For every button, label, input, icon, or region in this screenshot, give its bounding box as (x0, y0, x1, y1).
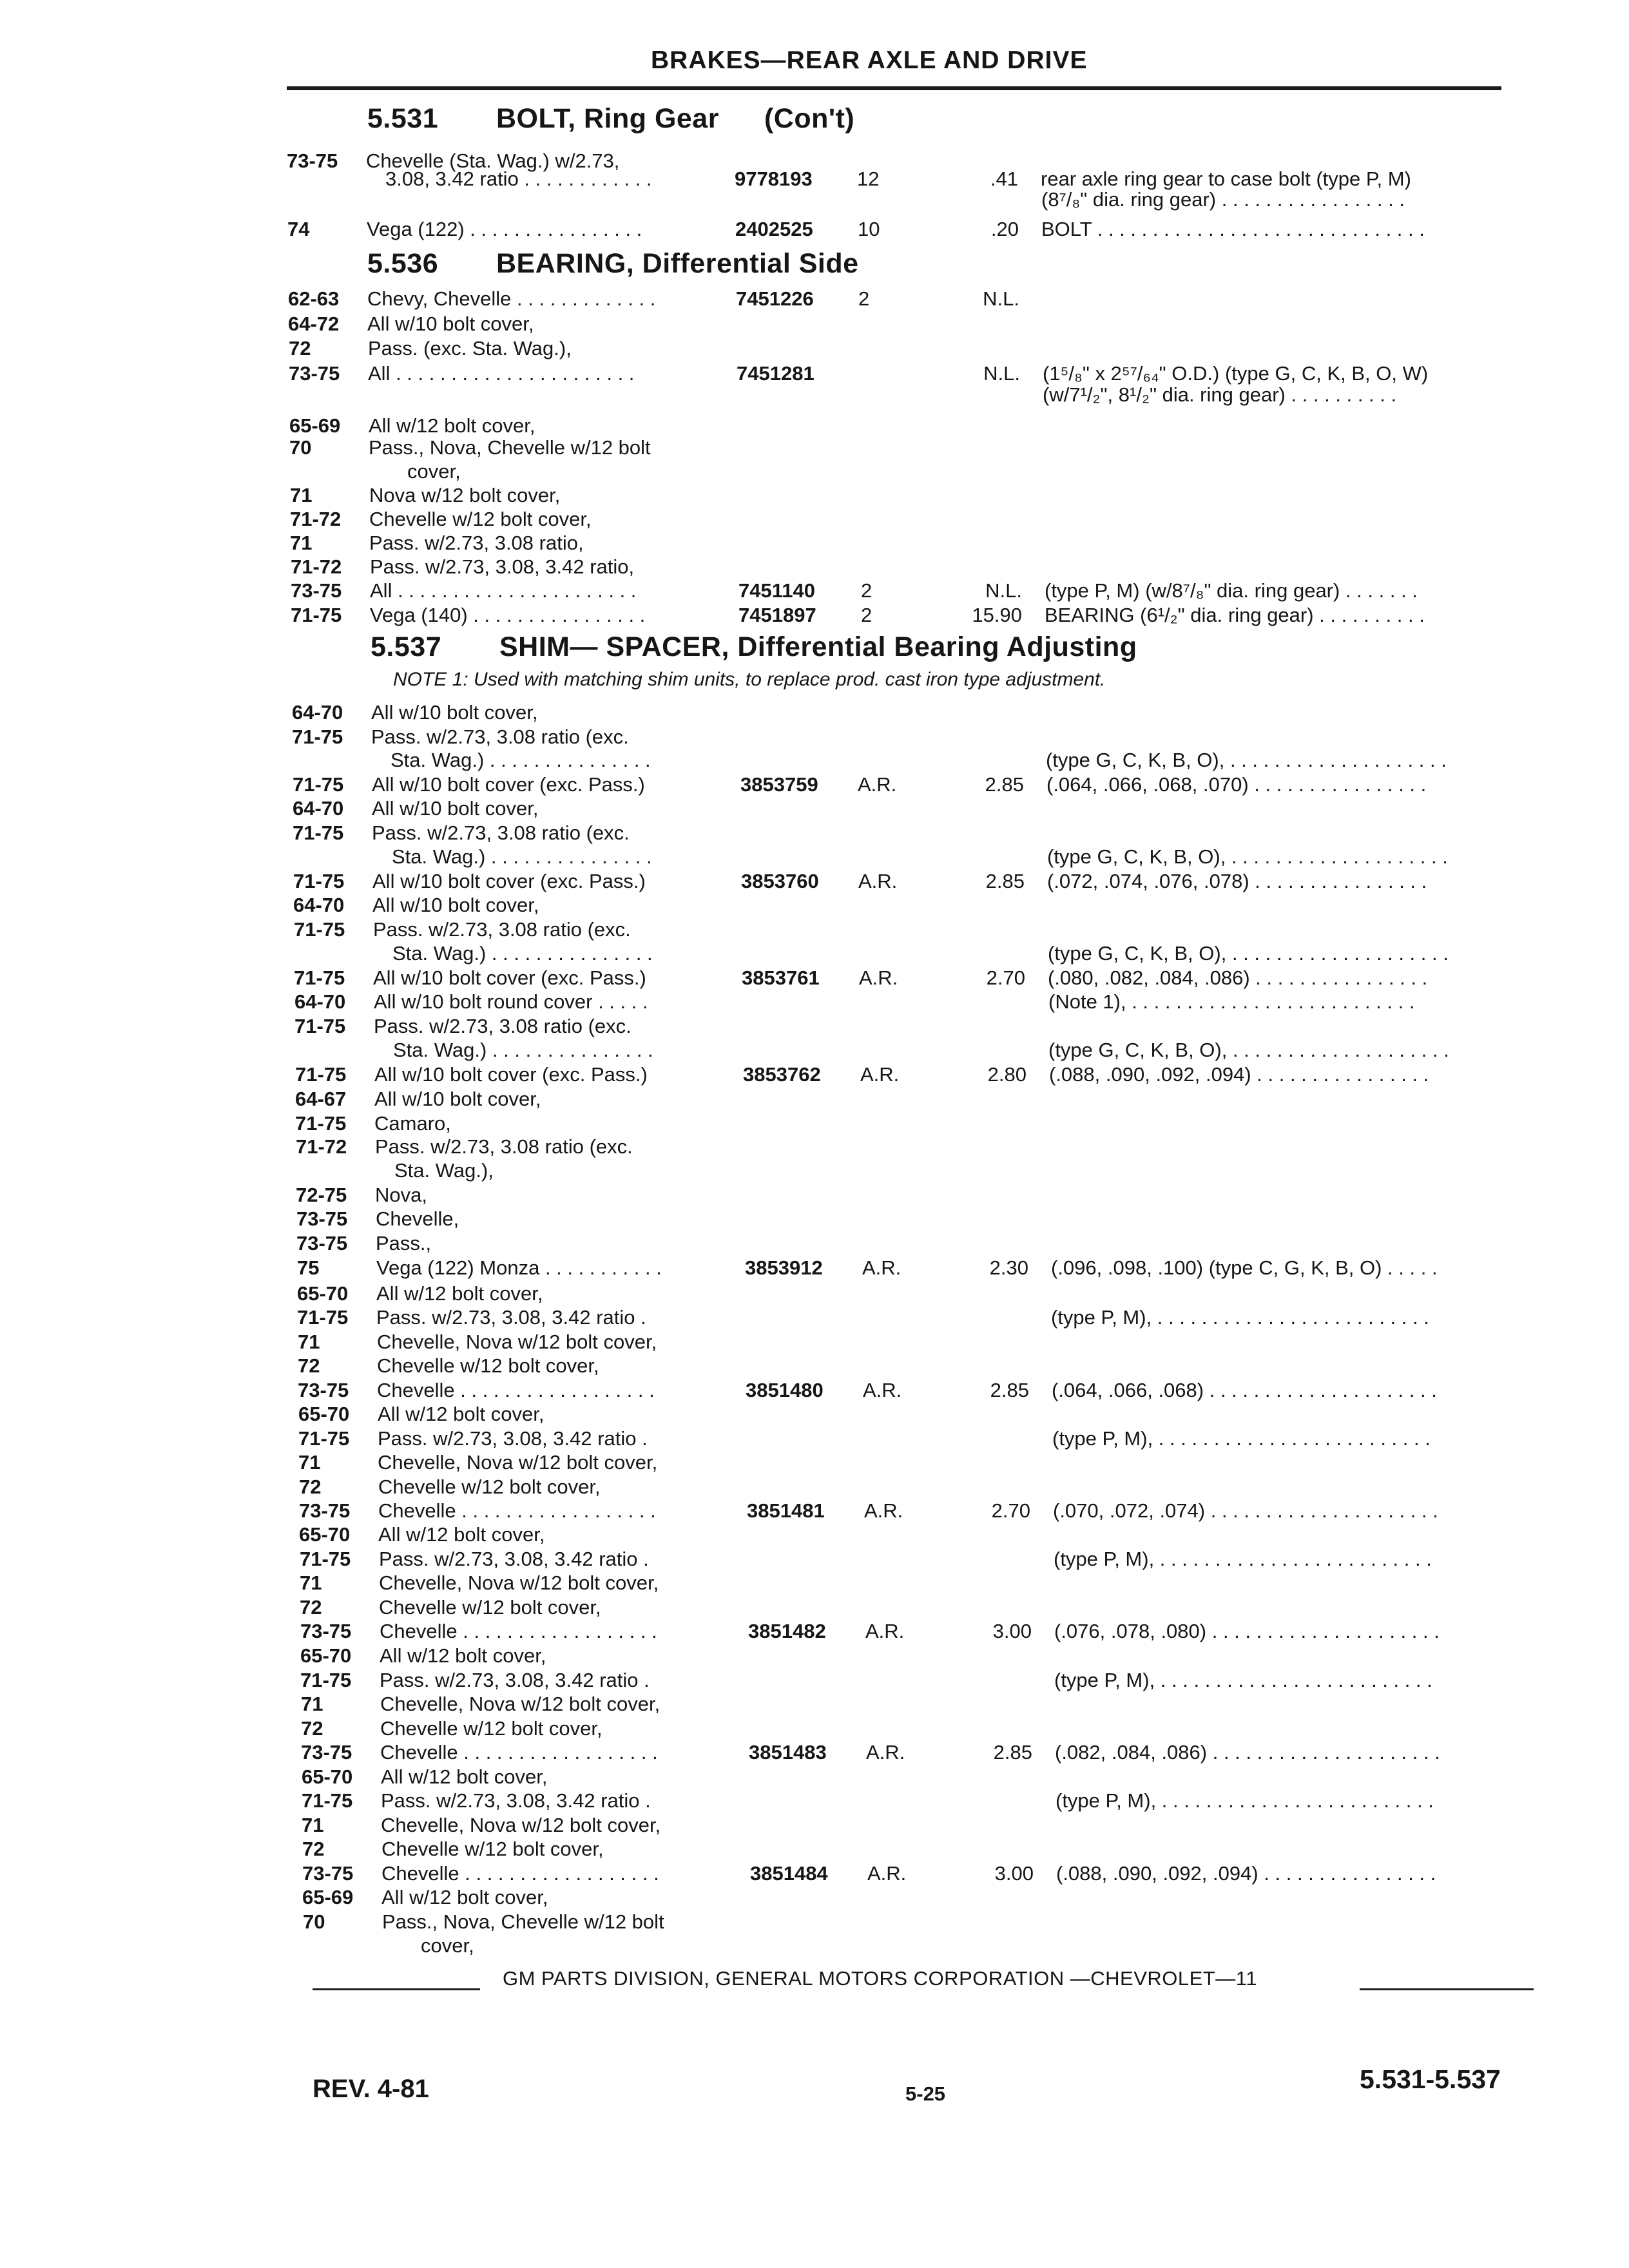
part-number: 3851481 (747, 1499, 825, 1522)
remarks: (type P, M) (w/8⁷/₈" dia. ring gear) . . . . . . . (1045, 579, 1418, 602)
model-description: Chevelle . . . . . . . . . . . . . . . . . . (377, 1379, 655, 1401)
price: 2.85 (985, 773, 1024, 796)
quantity: A.R. (860, 1063, 900, 1086)
table-row (0, 1062, 1629, 1088)
model-year: 71-75 (293, 773, 344, 796)
quantity: A.R. (865, 1620, 905, 1642)
model-year: 71 (300, 1571, 322, 1594)
table-row (0, 382, 1629, 408)
table-row (0, 1764, 1629, 1790)
part-number: 9778193 (735, 168, 813, 190)
remarks: (.080, .082, .084, .086) . . . . . . . . . . . . . . . . (1048, 966, 1428, 989)
price: 2.80 (987, 1063, 1027, 1086)
model-description: Chevelle, Nova w/12 bolt cover, (378, 1451, 658, 1474)
remarks: (Note 1), . . . . . . . . . . . . . . . . . . . . . . . . . . (1048, 990, 1415, 1013)
model-description: Chevelle w/12 bolt cover, (369, 508, 592, 530)
quantity: A.R. (859, 966, 898, 989)
table-row (0, 554, 1629, 580)
quantity: 2 (858, 287, 870, 310)
part-number: 2402525 (735, 218, 813, 240)
table-row (0, 1667, 1629, 1693)
model-year: 73-75 (287, 149, 338, 172)
quantity: A.R. (858, 773, 897, 796)
model-description: All w/10 bolt cover (exc. Pass.) (372, 870, 646, 892)
model-year: 64-72 (288, 312, 340, 335)
model-description: All w/12 bolt cover, (376, 1282, 543, 1305)
model-year: 71-75 (300, 1669, 352, 1691)
model-description: All w/12 bolt cover, (380, 1644, 546, 1667)
model-year: 73-75 (301, 1741, 352, 1763)
table-row (0, 1474, 1629, 1500)
table-row (0, 1933, 1629, 1959)
remarks: (type P, M), . . . . . . . . . . . . . . . . . . . . . . . . . (1051, 1306, 1429, 1329)
table-row (0, 1788, 1629, 1814)
model-description: All . . . . . . . . . . . . . . . . . . . . . . (368, 362, 635, 385)
model-description: Pass. w/2.73, 3.08 ratio (exc. (375, 1135, 633, 1158)
part-number: 7451281 (737, 362, 815, 385)
model-description: Camaro, (374, 1112, 451, 1135)
model-year: 65-70 (298, 1403, 350, 1425)
model-description: All w/12 bolt cover, (378, 1403, 545, 1425)
model-description: Chevelle w/12 bolt cover, (380, 1717, 602, 1740)
model-year: 71-72 (290, 508, 342, 530)
remarks: (type P, M), . . . . . . . . . . . . . . . . . . . . . . . . . (1055, 1789, 1434, 1812)
model-description: All w/10 bolt cover, (374, 1088, 541, 1110)
model-year: 62-63 (288, 287, 340, 310)
table-row (0, 1740, 1629, 1765)
model-year: 64-70 (293, 797, 344, 820)
model-description: Pass. (exc. Sta. Wag.), (368, 337, 572, 360)
part-number: 7451140 (738, 579, 815, 602)
table-row (0, 820, 1629, 846)
model-year: 73-75 (299, 1499, 351, 1522)
model-description: Sta. Wag.) . . . . . . . . . . . . . . . (390, 749, 651, 771)
table-row (0, 336, 1629, 361)
model-year: 71-75 (302, 1789, 353, 1812)
remarks: (type P, M), . . . . . . . . . . . . . . . . . . . . . . . . . (1052, 1427, 1431, 1450)
table-row (0, 578, 1629, 604)
remarks: (type P, M), . . . . . . . . . . . . . . . . . . . . . . . . . (1054, 1669, 1432, 1691)
section-number: 5.531 (367, 103, 439, 134)
table-row (0, 311, 1629, 337)
model-year: 71-75 (293, 870, 345, 892)
model-year: 65-70 (300, 1644, 352, 1667)
remarks: (w/7¹/₂", 8¹/₂" dia. ring gear) . . . . . . . . . . (1043, 383, 1397, 406)
table-row (0, 1450, 1629, 1475)
remarks: (type P, M), . . . . . . . . . . . . . . . . . . . . . . . . . (1054, 1548, 1432, 1570)
model-year: 71-75 (295, 1112, 347, 1135)
table-row (0, 1037, 1629, 1063)
model-description: All w/10 bolt cover, (367, 312, 534, 335)
table-row (0, 1812, 1629, 1838)
model-year: 72 (299, 1475, 322, 1498)
section-heading-5531 (367, 103, 854, 135)
table-row (0, 892, 1629, 918)
price: .41 (990, 168, 1018, 190)
price: 2.85 (985, 870, 1025, 892)
model-year: 72-75 (296, 1184, 347, 1206)
model-description: Pass. w/2.73, 3.08, 3.42 ratio, (370, 555, 635, 578)
model-description: Chevelle, Nova w/12 bolt cover, (381, 1814, 661, 1836)
quantity: A.R. (862, 1256, 901, 1279)
table-row (0, 1426, 1629, 1452)
quantity: 2 (861, 604, 872, 626)
table-row (0, 724, 1629, 750)
remarks: (type G, C, K, B, O), . . . . . . . . . . . . . . . . . . . . (1048, 942, 1449, 965)
table-row (0, 1861, 1629, 1887)
model-year: 71-72 (296, 1135, 347, 1158)
model-description: Chevelle . . . . . . . . . . . . . . . . . . (380, 1741, 658, 1763)
table-row (0, 869, 1629, 894)
remarks: (.082, .084, .086) . . . . . . . . . . . . . . . . . . . . . (1055, 1741, 1440, 1763)
table-row (0, 1329, 1629, 1355)
table-row (0, 1231, 1629, 1256)
model-year: 71-75 (294, 966, 345, 989)
remarks: (.088, .090, .092, .094) . . . . . . . . . . . . . . . . (1056, 1862, 1436, 1885)
model-description: All w/10 bolt cover, (371, 701, 538, 724)
table-row (0, 1086, 1629, 1112)
part-number: 3851483 (749, 1741, 827, 1763)
footer-division: GM PARTS DIVISION, GENERAL MOTORS CORPORATION —CHEVROLET—11 (503, 1967, 1257, 1990)
model-year: 72 (300, 1596, 322, 1619)
section-heading-5536 (367, 248, 859, 280)
model-description: cover, (421, 1934, 474, 1957)
model-year: 73-75 (298, 1379, 349, 1401)
model-description: Chevelle . . . . . . . . . . . . . . . . . . (381, 1862, 659, 1885)
model-description: Chevelle w/12 bolt cover, (381, 1838, 604, 1860)
remarks: BEARING (6¹/₂" dia. ring gear) . . . . . . . . . . (1045, 604, 1425, 626)
model-year: 75 (297, 1256, 320, 1279)
remarks: (.064, .066, .068) . . . . . . . . . . . . . . . . . . . . . (1052, 1379, 1437, 1401)
price: 15.90 (972, 604, 1022, 626)
model-year: 64-67 (295, 1088, 347, 1110)
model-description: Sta. Wag.) . . . . . . . . . . . . . . . (393, 1039, 653, 1061)
part-number: 7451897 (738, 604, 816, 626)
section-number: 5.537 (371, 631, 442, 662)
model-year: 71-75 (298, 1427, 350, 1450)
quantity: 12 (857, 168, 880, 190)
model-year: 71-72 (291, 555, 342, 578)
price: 2.85 (990, 1379, 1029, 1401)
model-year: 72 (298, 1354, 320, 1377)
model-description: Pass., Nova, Chevelle w/12 bolt (382, 1910, 664, 1933)
price: 2.30 (989, 1256, 1028, 1279)
model-year: 73-75 (289, 362, 340, 385)
model-description: Sta. Wag.), (394, 1159, 494, 1182)
table-row (0, 1643, 1629, 1669)
model-description: All w/12 bolt cover, (381, 1765, 548, 1788)
table-row (0, 459, 1629, 485)
table-row (0, 772, 1629, 798)
table-row (0, 1378, 1629, 1403)
price: N.L. (983, 362, 1020, 385)
remarks: (.064, .066, .068, .070) . . . . . . . . . . . . . . . . (1046, 773, 1427, 796)
model-description: Chevy, Chevelle . . . . . . . . . . . . . (367, 287, 656, 310)
remarks: (type G, C, K, B, O), . . . . . . . . . . . . . . . . . . . . (1046, 749, 1447, 771)
model-description: Sta. Wag.) . . . . . . . . . . . . . . . (392, 942, 653, 965)
remarks: (.096, .098, .100) (type C, G, K, B, O) . . . . . (1051, 1256, 1438, 1279)
model-description: Pass. w/2.73, 3.08, 3.42 ratio . (378, 1427, 648, 1450)
model-description: All w/12 bolt cover, (381, 1886, 548, 1908)
model-description: All w/10 bolt cover, (372, 797, 539, 820)
model-year: 70 (303, 1910, 325, 1933)
price: 2.85 (993, 1741, 1032, 1763)
model-year: 72 (301, 1717, 323, 1740)
remarks: (.070, .072, .074) . . . . . . . . . . . . . . . . . . . . . (1053, 1499, 1438, 1522)
page-number: 5-25 (905, 2082, 946, 2105)
model-year: 71 (298, 1451, 321, 1474)
model-year: 71-75 (294, 1015, 346, 1037)
table-row (0, 1353, 1629, 1379)
part-number: 3851480 (746, 1379, 824, 1401)
price: 3.00 (994, 1862, 1034, 1885)
model-year: 72 (289, 337, 311, 360)
model-description: Pass. w/2.73, 3.08, 3.42 ratio . (381, 1789, 651, 1812)
quantity: A.R. (867, 1862, 907, 1885)
table-row (0, 941, 1629, 966)
table-row (0, 965, 1629, 991)
price: 3.00 (992, 1620, 1032, 1642)
model-year: 73-75 (296, 1207, 348, 1230)
model-year: 73-75 (296, 1232, 348, 1254)
section-name: SHIM— SPACER, Differential Bearing Adjusting (499, 631, 1137, 662)
model-description: Sta. Wag.) . . . . . . . . . . . . . . . (392, 845, 652, 868)
part-number: 7451226 (736, 287, 814, 310)
model-year: 71-75 (293, 822, 344, 844)
part-number: 3853761 (742, 966, 820, 989)
model-description: Pass. w/2.73, 3.08 ratio, (369, 532, 584, 554)
table-row (0, 989, 1629, 1015)
header-rule (287, 86, 1501, 90)
table-row (0, 1836, 1629, 1862)
model-description: Chevelle w/12 bolt cover, (379, 1596, 601, 1619)
model-description: Nova w/12 bolt cover, (369, 484, 561, 506)
model-description: Pass. w/2.73, 3.08, 3.42 ratio . (379, 1548, 649, 1570)
note-1: NOTE 1: Used with matching shim units, to replace prod. cast iron type adjustment. (393, 669, 1106, 690)
model-year: 73-75 (302, 1862, 354, 1885)
model-description: Pass. w/2.73, 3.08 ratio (exc. (373, 918, 631, 941)
section-number: 5.536 (367, 248, 439, 279)
price: N.L. (985, 579, 1022, 602)
table-row (0, 1305, 1629, 1331)
model-year: 64-70 (293, 894, 345, 916)
table-row (0, 1401, 1629, 1427)
remarks: (8⁷/₈" dia. ring gear) . . . . . . . . . . . . . . . . . (1041, 188, 1405, 211)
quantity: A.R. (863, 1379, 902, 1401)
model-description: Nova, (375, 1184, 427, 1206)
table-row (0, 1546, 1629, 1572)
model-year: 71-75 (295, 1063, 347, 1086)
model-year: 71 (298, 1331, 320, 1353)
table-row (0, 1158, 1629, 1184)
model-year: 71-75 (297, 1306, 349, 1329)
remarks: (type G, C, K, B, O), . . . . . . . . . . . . . . . . . . . . (1048, 1039, 1449, 1061)
table-row (0, 435, 1629, 461)
table-row (0, 1522, 1629, 1548)
remarks: (.088, .090, .092, .094) . . . . . . . . . . . . . . . . (1049, 1063, 1429, 1086)
part-number: 3851482 (748, 1620, 826, 1642)
model-year: 65-69 (289, 414, 341, 437)
page-header-title: BRAKES—REAR AXLE AND DRIVE (651, 46, 1088, 74)
part-number: 3853762 (743, 1063, 821, 1086)
quantity: 2 (861, 579, 872, 602)
model-year: 65-70 (302, 1765, 353, 1788)
price: .20 (990, 218, 1019, 240)
model-description: All w/10 bolt cover (exc. Pass.) (374, 1063, 648, 1086)
model-description: Chevelle, Nova w/12 bolt cover, (377, 1331, 657, 1353)
model-year: 64-70 (294, 990, 346, 1013)
model-year: 65-70 (299, 1523, 351, 1546)
table-row (0, 187, 1629, 213)
section-continued: (Con't) (764, 103, 855, 134)
section-name: BEARING, Differential Side (496, 248, 859, 279)
remarks: (1⁵/₈" x 2⁵⁷/₆₄" O.D.) (type G, C, K, B, O, W) (1043, 362, 1429, 385)
model-description: Pass., (376, 1232, 432, 1254)
model-description: All w/12 bolt cover, (369, 414, 535, 437)
table-row (0, 286, 1629, 312)
model-year: 65-69 (302, 1886, 354, 1908)
table-row (0, 796, 1629, 822)
table-row (0, 602, 1629, 628)
model-description: Chevelle, (376, 1207, 459, 1230)
model-description: Chevelle, Nova w/12 bolt cover, (379, 1571, 659, 1594)
model-description: Vega (122) . . . . . . . . . . . . . . . . (367, 218, 642, 240)
table-row (0, 1134, 1629, 1160)
model-year: 71 (290, 532, 313, 554)
model-description: All w/10 bolt cover, (372, 894, 539, 916)
model-description: Chevelle . . . . . . . . . . . . . . . . . . (378, 1499, 656, 1522)
remarks: (.076, .078, .080) . . . . . . . . . . . . . . . . . . . . . (1054, 1620, 1440, 1642)
model-description: Chevelle w/12 bolt cover, (377, 1354, 599, 1377)
model-description: All w/10 bolt round cover . . . . . (374, 990, 648, 1013)
quantity: 10 (858, 218, 880, 240)
model-year: 71-75 (294, 918, 345, 941)
table-row (0, 1014, 1629, 1039)
footer-rule-right (1360, 1988, 1534, 1990)
table-row (0, 530, 1629, 556)
section-range: 5.531-5.537 (1360, 2064, 1501, 2094)
model-description: Pass. w/2.73, 3.08 ratio (exc. (374, 1015, 631, 1037)
model-year: 71 (301, 1693, 323, 1715)
table-row (0, 1182, 1629, 1208)
model-description: cover, (407, 460, 461, 483)
model-description: Pass. w/2.73, 3.08, 3.42 ratio . (380, 1669, 650, 1691)
table-row (0, 216, 1629, 242)
model-description: All w/10 bolt cover (exc. Pass.) (372, 773, 645, 796)
footer-rule-left (313, 1988, 480, 1990)
table-row (0, 1281, 1629, 1307)
table-row (0, 917, 1629, 943)
table-row (0, 1206, 1629, 1232)
model-description: Chevelle (Sta. Wag.) w/2.73, (366, 149, 620, 172)
table-row (0, 1619, 1629, 1644)
table-row (0, 747, 1629, 773)
model-year: 71-75 (292, 726, 343, 748)
model-description: Pass. w/2.73, 3.08, 3.42 ratio . (376, 1306, 646, 1329)
part-number: 3853912 (745, 1256, 823, 1279)
price: 2.70 (991, 1499, 1030, 1522)
model-description: Vega (140) . . . . . . . . . . . . . . . . (370, 604, 646, 626)
price: 2.70 (986, 966, 1025, 989)
model-description: Pass. w/2.73, 3.08 ratio (exc. (372, 822, 630, 844)
table-row (0, 483, 1629, 508)
table-row (0, 1885, 1629, 1910)
model-description: Chevelle w/12 bolt cover, (378, 1475, 601, 1498)
model-description: Pass., Nova, Chevelle w/12 bolt (369, 436, 651, 459)
model-year: 72 (302, 1838, 325, 1860)
price: N.L. (983, 287, 1019, 310)
remarks: BOLT . . . . . . . . . . . . . . . . . . . . . . . . . . . . . . (1041, 218, 1425, 240)
remarks: rear axle ring gear to case bolt (type P, M) (1041, 168, 1411, 190)
model-year: 71 (302, 1814, 324, 1836)
table-row (0, 1595, 1629, 1620)
section-heading-5537 (371, 631, 1137, 663)
table-row (0, 1111, 1629, 1137)
model-description: Chevelle, Nova w/12 bolt cover, (380, 1693, 660, 1715)
model-year: 71-75 (291, 604, 342, 626)
revision-label: REV. 4-81 (313, 2075, 429, 2103)
remarks: (.072, .074, .076, .078) . . . . . . . . . . . . . . . . (1047, 870, 1427, 892)
remarks: (type G, C, K, B, O), . . . . . . . . . . . . . . . . . . . . (1047, 845, 1448, 868)
table-row (0, 1716, 1629, 1742)
part-number: 3853760 (741, 870, 819, 892)
model-year: 73-75 (291, 579, 342, 602)
table-row (0, 1255, 1629, 1281)
model-description: All w/10 bolt cover (exc. Pass.) (373, 966, 646, 989)
model-year: 71 (290, 484, 313, 506)
table-row (0, 1570, 1629, 1596)
quantity: A.R. (858, 870, 898, 892)
section-name: BOLT, Ring Gear (496, 103, 719, 134)
quantity: A.R. (864, 1499, 903, 1522)
table-row (0, 700, 1629, 726)
table-row (0, 1691, 1629, 1717)
model-description: Pass. w/2.73, 3.08 ratio (exc. (371, 726, 629, 748)
model-year: 71-75 (300, 1548, 351, 1570)
model-year: 70 (289, 436, 312, 459)
model-description: 3.08, 3.42 ratio . . . . . . . . . . . . (385, 168, 652, 190)
table-row (0, 1909, 1629, 1935)
table-row (0, 844, 1629, 870)
model-year: 64-70 (292, 701, 343, 724)
quantity: A.R. (866, 1741, 905, 1763)
model-description: Vega (122) Monza . . . . . . . . . . . (376, 1256, 662, 1279)
model-description: All . . . . . . . . . . . . . . . . . . . . . . (370, 579, 637, 602)
model-description: All w/12 bolt cover, (378, 1523, 545, 1546)
model-year: 73-75 (300, 1620, 352, 1642)
model-year: 74 (287, 218, 310, 240)
model-description: Chevelle . . . . . . . . . . . . . . . . . . (380, 1620, 657, 1642)
model-year: 65-70 (297, 1282, 349, 1305)
table-row (0, 506, 1629, 532)
table-row (0, 1498, 1629, 1524)
part-number: 3851484 (750, 1862, 828, 1885)
part-number: 3853759 (740, 773, 818, 796)
